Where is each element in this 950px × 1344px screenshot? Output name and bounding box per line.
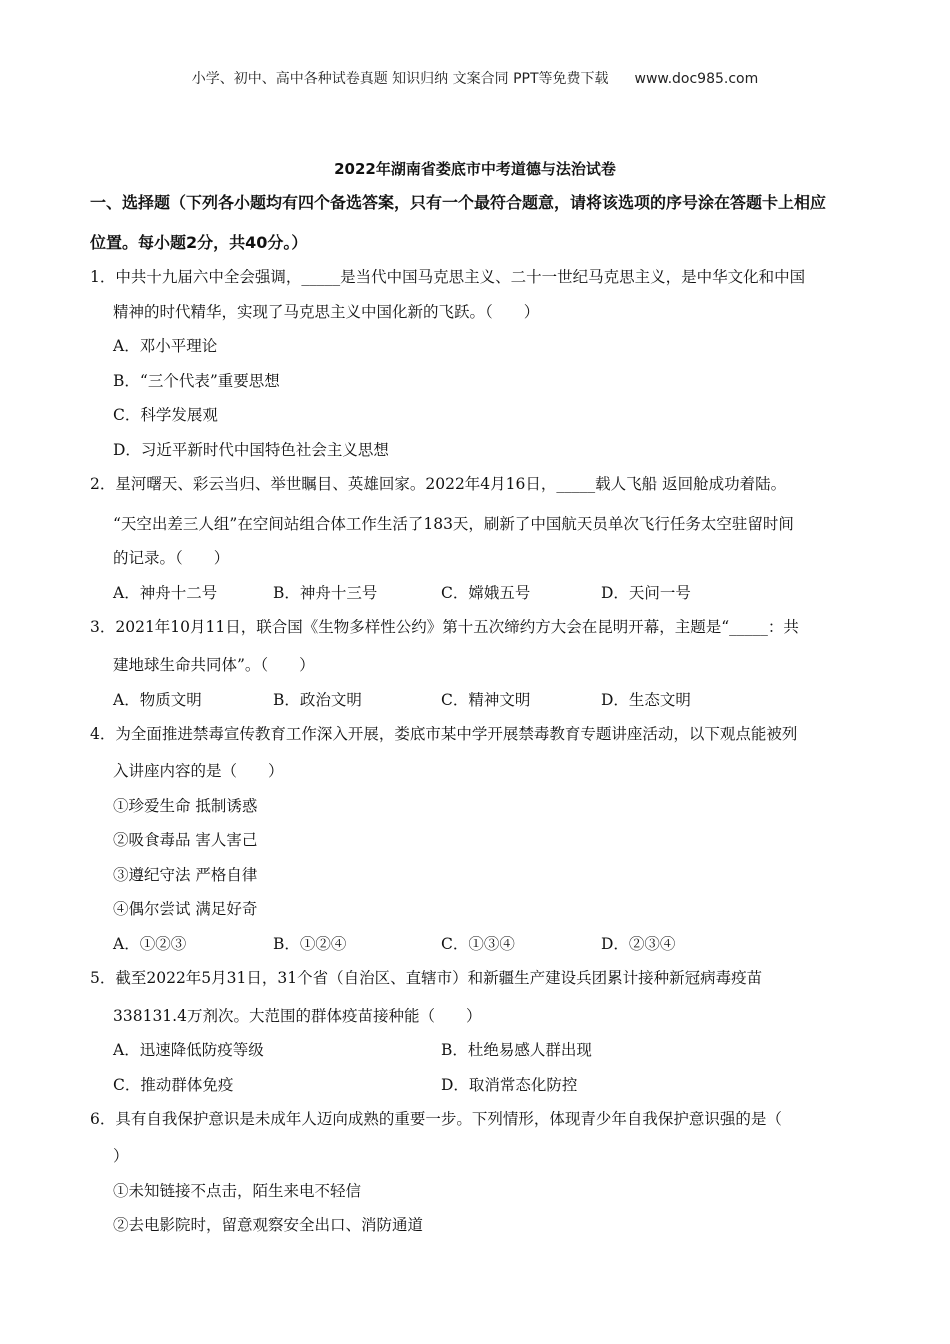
page-header [0,68,950,88]
section-heading-line2: 位置。每小题2分，共40分。） [90,233,308,252]
question-1-line2: 精神的时代精华，实现了马克思主义中国化新的飞跃。（ ） [113,303,540,321]
question-2-line1: 2．星河曙天、彩云当归、举世瞩目、英雄回家。2022年4月16日，_____载人飞船 返回舱成功着陆。 [90,475,787,493]
question-5-line1: 5．截至2022年5月31日，31个省（自治区、直辖市）和新疆生产建设兵团累计接种新冠病毒疫苗 [90,969,763,987]
question-2-option-d: D．天问一号 [601,584,691,602]
question-4-option-b: B．①②④ [273,935,347,953]
question-6-line2: ） [113,1147,129,1165]
question-2-option-a: A．神舟十二号 [113,584,218,602]
question-6-item-1: ①未知链接不点击，陌生来电不轻信 [113,1182,362,1200]
question-2-option-b: B．神舟十三号 [273,584,378,602]
question-4-option-d: D．②③④ [601,935,676,953]
page-title: 2022年湖南省娄底市中考道德与法治试卷 [334,160,616,178]
question-5-option-b: B．杜绝易感人群出现 [441,1041,592,1059]
question-4-item-1: ①珍爱生命 抵制诱惑 [113,797,258,815]
question-4-item-3: ③遵纪守法 严格自律 [113,866,258,884]
question-3-option-a: A．物质文明 [113,691,202,709]
question-2-line3: 的记录。（ ） [113,549,230,567]
question-3-line1: 3．2021年10月11日，联合国《生物多样性公约》第十五次缔约方大会在昆明开幕，主题是“_____：共 [90,618,799,636]
question-1-option-a: A．邓小平理论 [113,337,218,355]
question-3-option-c: C．精神文明 [441,691,531,709]
question-3-option-b: B．政治文明 [273,691,362,709]
question-4-item-4: ④偶尔尝试 满足好奇 [113,900,258,918]
question-5-option-c: C．推动群体免疫 [113,1076,234,1094]
question-4-item-2: ②吸食毒品 害人害己 [113,831,258,849]
question-1-option-d: D．习近平新时代中国特色社会主义思想 [113,441,389,459]
question-2-line2: “天空出差三人组”在空间站组合体工作生活了183天，刷新了中国航天员单次飞行任务太空驻留时间 [113,515,794,533]
question-4-option-a: A．①②③ [113,935,187,953]
question-1-line1: 1．中共十九届六中全会强调，_____是当代中国马克思主义、二十一世纪马克思主义，是中华文化和中国 [90,268,806,286]
header-text: 小学、初中、高中各种试卷真题 知识归纳 文案合同 PPT等免费下载 [191,71,609,87]
question-5-option-d: D．取消常态化防控 [441,1076,578,1094]
question-5-line2: 338131.4万剂次。大范围的群体疫苗接种能（ ） [113,1007,482,1025]
question-3-line2: 建地球生命共同体”。（ ） [113,656,315,674]
question-5-option-a: A．迅速降低防疫等级 [113,1041,264,1059]
question-1-option-b: B．“三个代表”重要思想 [113,372,280,390]
question-6-line1: 6．具有自我保护意识是未成年人迈向成熟的重要一步。下列情形，体现青少年自我保护意识强的是（ [90,1110,782,1128]
question-4-option-c: C．①③④ [441,935,515,953]
question-2-option-c: C．嫦娥五号 [441,584,531,602]
header-site-link[interactable]: www.doc985.com [634,71,759,87]
question-4-line2: 入讲座内容的是（ ） [113,762,284,780]
question-1-option-c: C．科学发展观 [113,406,218,424]
question-4-line1: 4．为全面推进禁毒宣传教育工作深入开展，娄底市某中学开展禁毒教育专题讲座活动，以下观点能被列 [90,725,798,743]
question-6-item-2: ②去电影院时，留意观察安全出口、消防通道 [113,1216,424,1234]
section-heading-line1: 一、选择题（下列各小题均有四个备选答案，只有一个最符合题意，请将该选项的序号涂在答题卡上相应 [90,193,827,212]
question-3-option-d: D．生态文明 [601,691,691,709]
